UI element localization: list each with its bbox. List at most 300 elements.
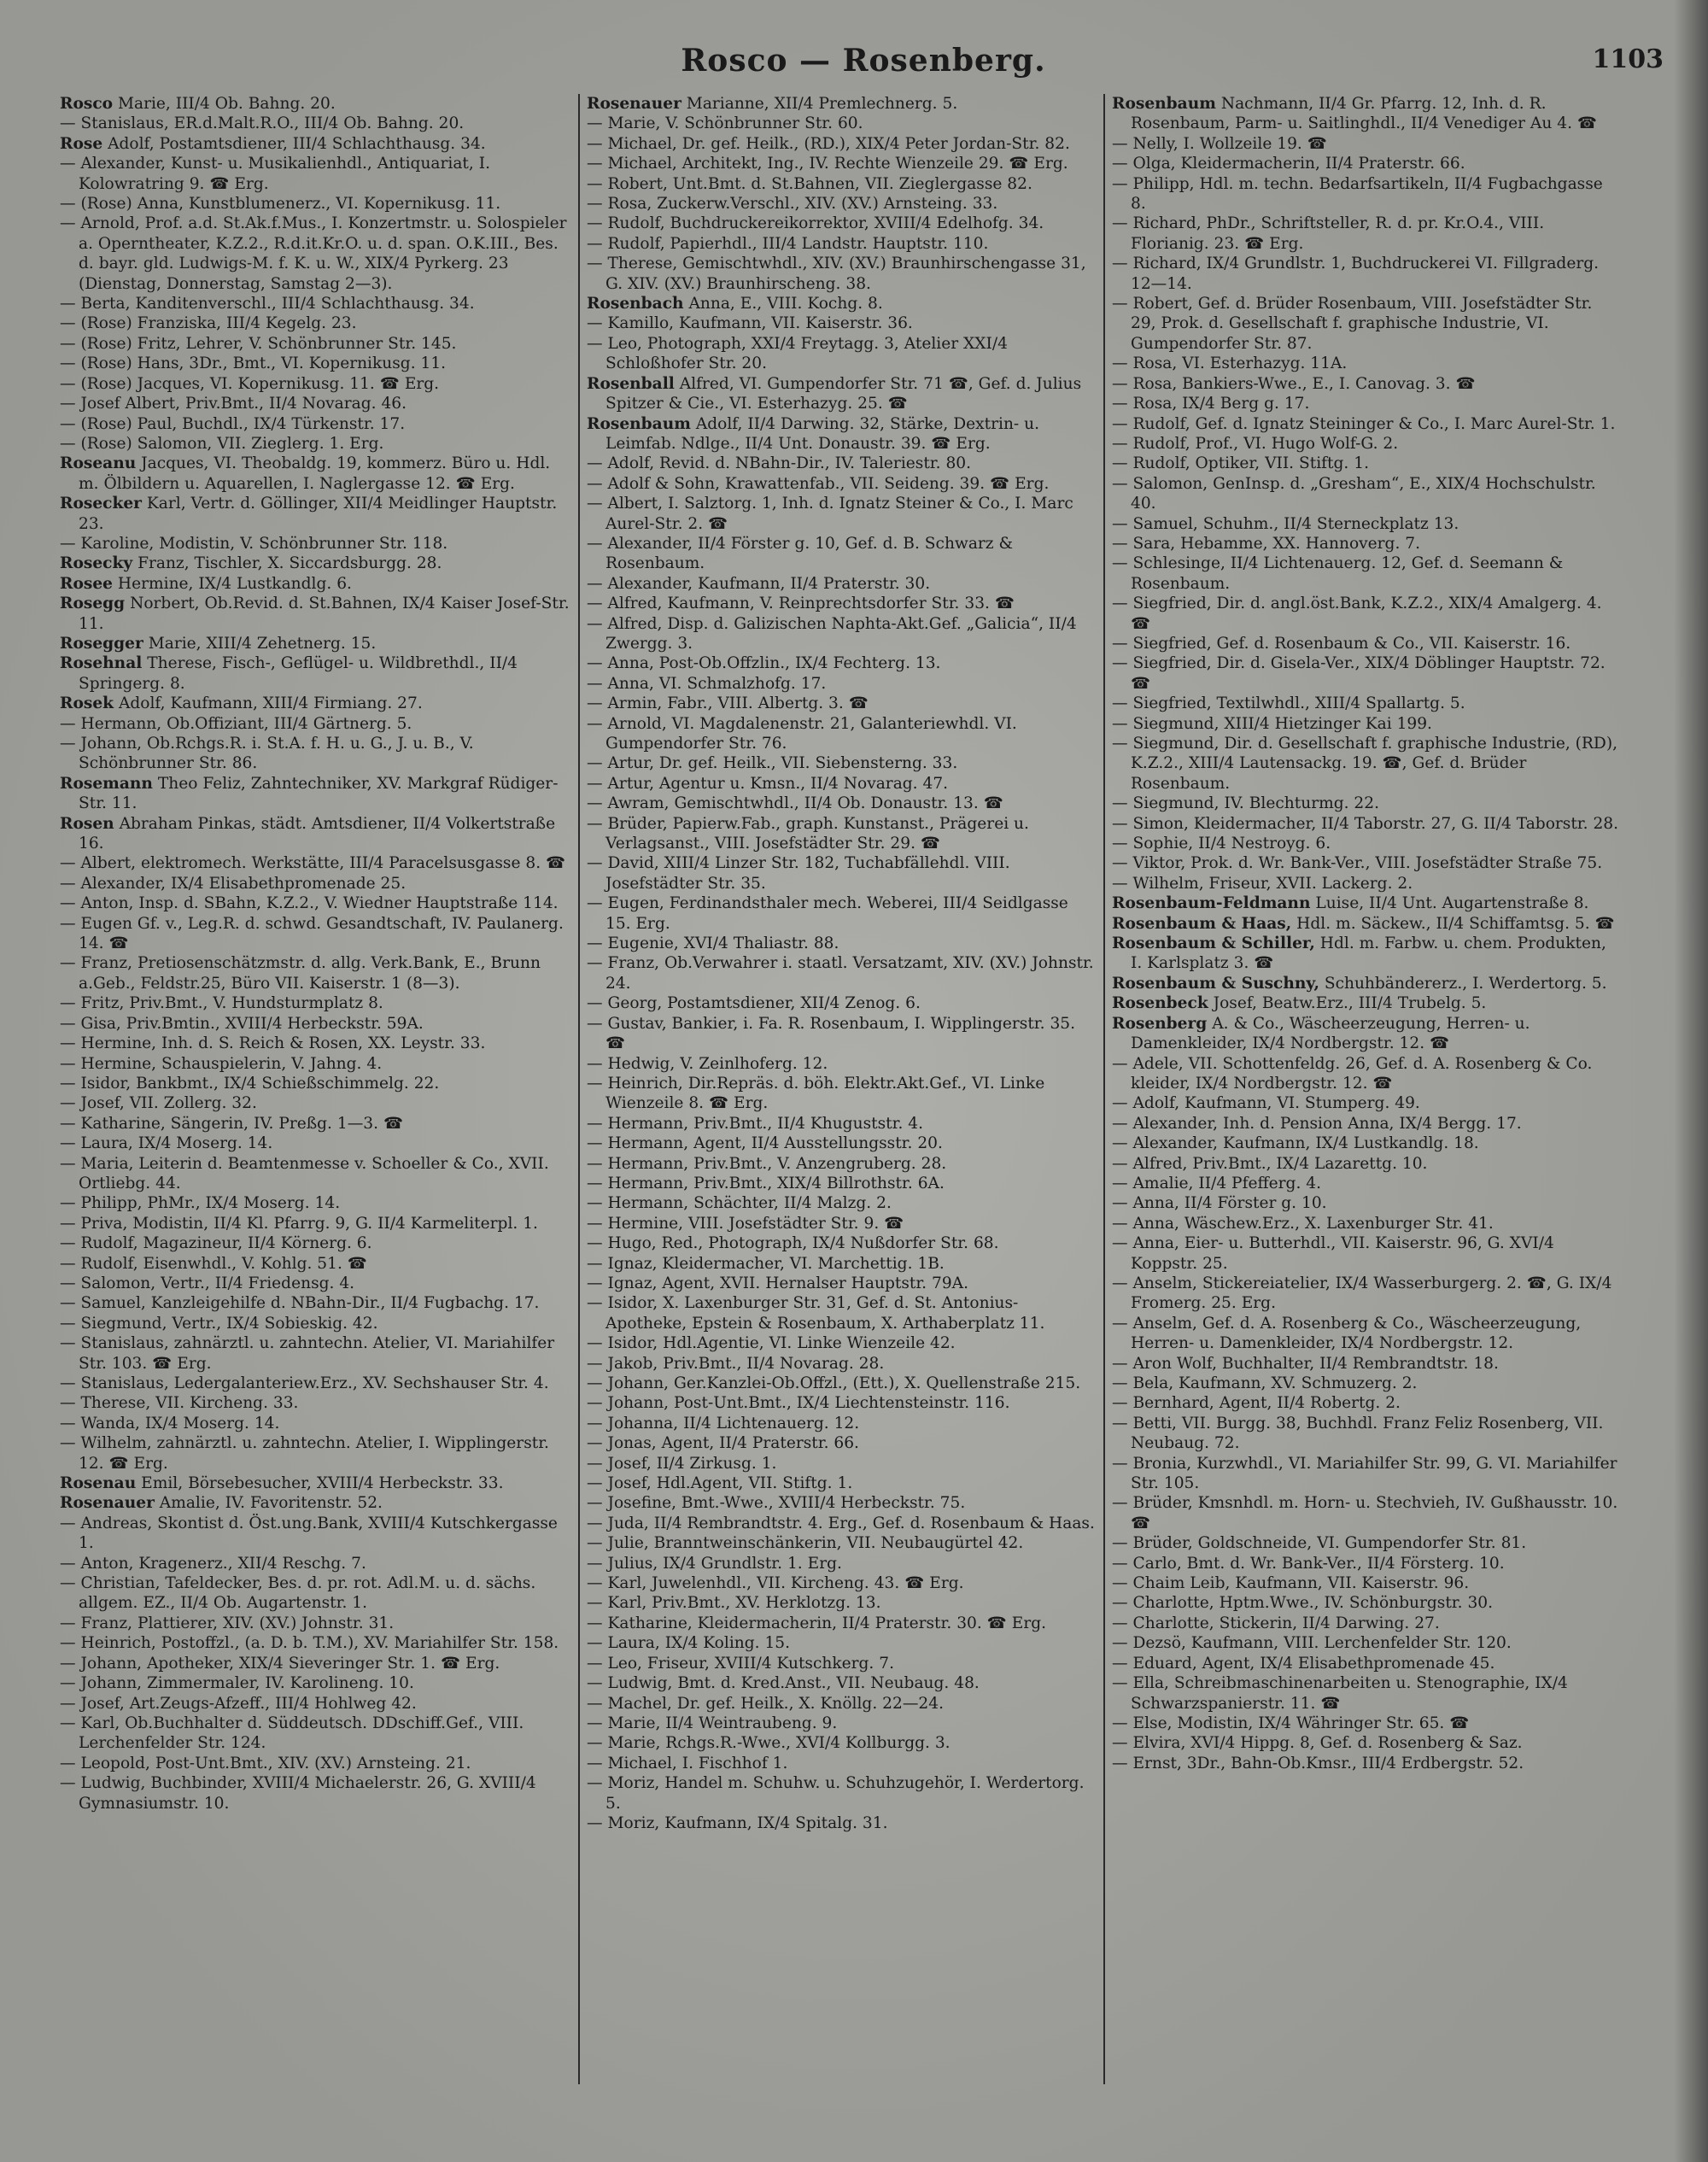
directory-entry [1112,1314,1620,1354]
entry-details: — Brüder, Kmsnhdl. m. Horn- u. Stechvieh, IV. Gußhausstr. 10. ☎ [1112,1494,1618,1532]
directory-entry [587,674,1095,694]
directory-entry [60,454,570,494]
directory-entry [587,1533,1095,1553]
entry-details: Adolf, Postamtsdiener, III/4 Schlachthausg. 34. [102,134,486,153]
directory-entry [1112,1614,1620,1633]
directory-entry [587,993,1095,1013]
directory-entry [1112,1214,1620,1233]
directory-entry [60,1414,570,1433]
directory-entry [1112,414,1620,434]
directory-entry [1112,434,1620,454]
directory-entry [60,1134,570,1153]
directory-entry [60,1754,570,1773]
directory-entry [587,1014,1095,1054]
directory-entry [1112,734,1620,794]
entry-details: — Moriz, Handel m. Schuhw. u. Schuhzugehör, I. Werdertorg. 5. [587,1774,1085,1813]
directory-entry [587,1474,1095,1493]
directory-entry [587,1633,1095,1653]
entry-details: — Fritz, Priv.Bmt., V. Hundsturmplatz 8. [60,994,383,1013]
entry-details: — Anna, VI. Schmalzhofg. 17. [587,674,827,693]
entry-details: — (Rose) Jacques, VI. Kopernikusg. 11. ☎ Erg. [60,374,440,393]
entry-details: — Michael, Dr. gef. Heilk., (RD.), XIX/4 Peter Jordan-Str. 82. [587,134,1070,153]
entry-details: — Alfred, Priv.Bmt., IX/4 Lazarettg. 10. [1112,1154,1428,1173]
directory-entry [1112,394,1620,413]
entry-details: Franz, Tischler, X. Siccardsburgg. 28. [132,554,442,573]
entry-details: — Adolf, Revid. d. NBahn-Dir., IV. Taleriestr. 80. [587,454,972,473]
entry-details: — Alfred, Kaufmann, V. Reinprechtsdorfer Str. 33. ☎ [587,595,1015,613]
directory-entry [1112,514,1620,534]
column-middle [578,94,1103,2084]
entry-details: — Armin, Fabr., VIII. Albertg. 3. ☎ [587,694,869,713]
entry-details: — Arnold, Prof. a.d. St.Ak.f.Mus., I. Konzertmstr. u. Solospieler a. Operntheater, K.Z.2., R.d.it.Kr.O. u. d. span. O.K.III., Bes. d. bayr. gld. Ludwigs-M. f. K. u. W., XIX/4 Pyrkerg. 23 (Dienstag, Donnerstag, Samstag 2—3). [60,214,567,293]
entry-details: — Stanislaus, Ledergalanteriew.Erz., XV. Sechshauser Str. 4. [60,1374,549,1392]
directory-entry [60,334,570,354]
directory-entry [587,1174,1095,1193]
entry-surname: Rosenbeck [1112,994,1208,1013]
entry-details: — Chaim Leib, Kaufmann, VII. Kaiserstr. 96. [1112,1574,1470,1593]
directory-entry [1112,1573,1620,1593]
entry-details: — David, XIII/4 Linzer Str. 182, Tuchabfällehdl. VIII. Josefstädter Str. 35. [587,854,1010,893]
entry-details: — Hugo, Red., Photograph, IX/4 Nußdorfer Str. 68. [587,1234,999,1253]
entry-details: Jacques, VI. Theobaldg. 19, kommerz. Büro u. Hdl. m. Ölbildern u. Aquarellen, I. Naglergasse 12. ☎ Erg. [79,454,551,493]
directory-entry [1112,594,1620,634]
directory-entry [587,1293,1095,1333]
directory-entry [587,1214,1095,1233]
directory-entry [587,414,1095,454]
entry-details: — Alexander, Kaufmann, IX/4 Lustkandlg. 18. [1112,1134,1479,1153]
entry-details: — Josef, II/4 Zirkusg. 1. [587,1454,777,1473]
directory-entry [587,1614,1095,1633]
entry-details: Karl, Vertr. d. Göllinger, XII/4 Meidlinger Hauptstr. 23. [79,495,558,533]
directory-entry [587,1593,1095,1613]
directory-entry [587,313,1095,333]
directory-entry [587,774,1095,794]
entry-details: — Hermann, Agent, II/4 Ausstellungsstr. 20. [587,1134,943,1153]
directory-entry [1112,1533,1620,1553]
entry-details: — Josef, Hdl.Agent, VII. Stiftg. 1. [587,1474,853,1493]
directory-entry [1112,1193,1620,1213]
entry-details: — Rosa, Zuckerw.Verschl., XIV. (XV.) Arnsteing. 33. [587,195,998,214]
entry-details: Hdl. m. Farbw. u. chem. Produkten, I. Karlsplatz 3. ☎ [1131,935,1606,973]
directory-entry [1112,154,1620,173]
columns [53,94,1674,2084]
directory-entry [60,953,570,993]
directory-entry [587,694,1095,713]
entry-details: — Arnold, VI. Magdalenenstr. 21, Galanteriewhdl. VI. Gumpendorfer Str. 76. [587,714,1017,753]
entry-details: — Anna, Wäschew.Erz., X. Laxenburger Str. 41. [1112,1214,1494,1233]
entry-details: — Christian, Tafeldecker, Bes. d. pr. rot. Adl.M. u. d. sächs. allgem. EZ., II/4 Ob. Augartenstr. 1. [60,1574,536,1613]
directory-entry [1112,1714,1620,1733]
entry-details: — Olga, Kleidermacherin, II/4 Praterstr. 66. [1112,155,1465,173]
entry-details: — Machel, Dr. gef. Heilk., X. Knöllg. 22—24. [587,1694,944,1713]
directory-entry [587,1193,1095,1213]
entry-details: — Siegmund, Vertr., IX/4 Sobieskig. 42. [60,1314,378,1333]
entry-details: — Bernhard, Agent, II/4 Robertg. 2. [1112,1394,1401,1413]
directory-entry [587,894,1095,934]
entry-details: — Rudolf, Papierhdl., III/4 Landstr. Hauptstr. 110. [587,234,989,253]
entry-surname: Rosenau [60,1474,137,1493]
entry-details: — Amalie, II/4 Pfefferg. 4. [1112,1174,1322,1192]
entry-details: — Leopold, Post-Unt.Bmt., XIV. (XV.) Arnsteing. 21. [60,1754,471,1772]
entry-details: — (Rose) Paul, Buchdl., IX/4 Türkenstr. 17. [60,414,406,433]
directory-entry [587,1333,1095,1353]
column-left [53,94,578,2084]
directory-entry [1112,374,1620,394]
directory-entry [60,1293,570,1313]
entry-details: Therese, Fisch-, Geflügel- u. Wildbrethdl., II/4 Springerg. 8. [79,654,518,693]
directory-entry [60,1614,570,1633]
entry-details: — Rosa, Bankiers-Wwe., E., I. Canovag. 3. ☎ [1112,374,1476,393]
entry-details: — Josefine, Bmt.-Wwe., XVIII/4 Herbeckstr. 75. [587,1494,966,1513]
directory-entry [60,1673,570,1693]
directory-entry [1112,1554,1620,1573]
directory-entry [60,1514,570,1554]
entry-details: — Kamillo, Kaufmann, VII. Kaiserstr. 36. [587,314,913,333]
directory-entry [60,1493,570,1513]
directory-entry [1112,254,1620,294]
entry-surname: Roseanu [60,454,137,473]
directory-entry [587,1733,1095,1753]
page-title: Rosco — Rosenberg. [681,43,1046,79]
directory-entry [1112,1054,1620,1094]
directory-entry [60,714,570,734]
directory-entry [60,1034,570,1053]
entry-details: Adolf, Kaufmann, XIII/4 Firmiang. 27. [114,694,423,713]
directory-entry [1112,814,1620,834]
directory-entry [587,794,1095,813]
entry-details: Amalie, IV. Favoritenstr. 52. [154,1494,383,1513]
entry-details: — Hermine, VIII. Josefstädter Str. 9. ☎ [587,1214,904,1233]
directory-entry [587,234,1095,254]
entry-details: — Samuel, Kanzleigehilfe d. NBahn-Dir., II/4 Fugbachg. 17. [60,1294,540,1313]
entry-details: — Stanislaus, ER.d.Malt.R.O., III/4 Ob. Bahng. 20. [60,114,465,133]
entry-details: Theo Feliz, Zahntechniker, XV. Markgraf Rüdiger-Str. 11. [79,774,559,813]
directory-entry [1112,853,1620,873]
entry-details: — Therese, Gemischtwhdl., XIV. (XV.) Braunhirschengasse 31, G. XIV. (XV.) Braunhirscheng. 38. [587,255,1086,293]
directory-entry [60,1633,570,1653]
entry-details: — Eugenie, XVI/4 Thaliastr. 88. [587,935,839,953]
entry-details: Norbert, Ob.Revid. d. St.Bahnen, IX/4 Kaiser Josef-Str. 11. [79,595,570,633]
entry-details: — Else, Modistin, IX/4 Währinger Str. 65. ☎ [1112,1714,1470,1732]
directory-entry [60,894,570,913]
directory-entry [60,494,570,534]
entry-details: — Simon, Kleidermacher, II/4 Taborstr. 27, G. II/4 Taborstr. 28. [1112,814,1619,833]
entry-details: — (Rose) Fritz, Lehrer, V. Schönbrunner Str. 145. [60,334,457,353]
entry-details: — Katharine, Sängerin, IV. Preßg. 1—3. ☎ [60,1114,404,1133]
entry-details: — Laura, IX/4 Koling. 15. [587,1634,791,1653]
entry-details: — Karl, Priv.Bmt., XV. Herklotzg. 13. [587,1594,881,1613]
entry-details: — Gustav, Bankier, i. Fa. R. Rosenbaum, I. Wipplingerstr. 35. ☎ [587,1014,1076,1053]
entry-details: — Franz, Pretiosenschätzmstr. d. allg. Verk.Bank, E., Brunn a.Geb., Feldstr.25, Büro VII. Kaiserstr. 1 (8—3). [60,954,541,993]
directory-entry [60,814,570,854]
directory-entry [60,1374,570,1393]
directory-entry [1112,1374,1620,1393]
entry-surname: Rosenberg [1112,1014,1208,1033]
directory-entry [587,1673,1095,1693]
entry-details: — Georg, Postamtsdiener, XII/4 Zenog. 6. [587,994,921,1013]
entry-details: — Josef, VII. Zollerg. 32. [60,1094,257,1113]
entry-details: — Rosa, IX/4 Berg g. 17. [1112,395,1310,413]
directory-entry [587,1054,1095,1074]
entry-details: — Albert, I. Salztorg. 1, Inh. d. Ignatz Steiner & Co., I. Marc Aurel-Str. 2. ☎ [587,495,1073,533]
entry-details: — Ella, Schreibmaschinenarbeiten u. Stenographie, IX/4 Schwarzspanierstr. 11. ☎ [1112,1674,1568,1713]
entry-details: Alfred, VI. Gumpendorfer Str. 71 ☎, Gef. d. Julius Spitzer & Cie., VI. Esterhazyg. 25. ☎ [605,374,1082,413]
entry-details: Nachmann, II/4 Gr. Pfarrg. 12, Inh. d. R. Rosenbaum, Parm- u. Saitlinghdl., II/4 Venediger Au 4. ☎ [1131,95,1598,133]
entry-details: — Robert, Gef. d. Brüder Rosenbaum, VIII. Josefstädter Str. 29, Prok. d. Gesellschaft f. graphische Industrie, VI. Gumpendorfer Str. 87. [1112,295,1593,353]
entry-surname: Rosenbaum [1112,95,1216,113]
directory-entry [1112,1414,1620,1454]
directory-entry [587,814,1095,854]
directory-entry [60,414,570,434]
entry-details: Adolf, II/4 Darwing. 32, Stärke, Dextrin- u. Leimfab. Ndlge., II/4 Unt. Donaustr. 39. ☎ Erg. [605,414,1039,453]
directory-entry [60,774,570,814]
entry-details: — Juda, II/4 Rembrandtstr. 4. Erg., Gef. d. Rosenbaum & Haas. [587,1514,1095,1532]
directory-entry [60,634,570,653]
directory-entry [1112,653,1620,694]
directory-entry [1112,294,1620,354]
directory-entry [1112,634,1620,653]
directory-entry [60,914,570,954]
entry-details: — Anton, Insp. d. SBahn, K.Z.2., V. Wiedner Hauptstraße 114. [60,894,559,913]
directory-entry [1112,894,1620,913]
directory-entry [60,214,570,294]
entry-details: — Nelly, I. Wollzeile 19. ☎ [1112,134,1327,153]
directory-entry [60,1474,570,1493]
entry-details: — Ignaz, Kleidermacher, VI. Marchettig. 1B. [587,1254,945,1273]
entry-details: — Moriz, Kaufmann, IX/4 Spitalg. 31. [587,1813,888,1832]
entry-details: Emil, Börsebesucher, XVIII/4 Herbeckstr. 33. [136,1474,504,1493]
page-edge-shadow [1674,0,1708,2162]
entry-details: — Leo, Photograph, XXI/4 Freytagg. 3, Atelier XXI/4 Schloßhofer Str. 20. [587,334,1008,373]
entry-details: — Artur, Dr. gef. Heilk., VII. Siebensterng. 33. [587,754,958,773]
entry-details: — Charlotte, Stickerin, II/4 Darwing. 27. [1112,1614,1440,1632]
entry-surname: Rosco [60,95,114,113]
directory-entry [1112,1174,1620,1193]
directory-entry [60,194,570,214]
entry-details: — Anton, Kragenerz., XII/4 Reschg. 7. [60,1554,366,1573]
directory-entry [1112,1454,1620,1494]
entry-details: — Stanislaus, zahnärztl. u. zahntechn. Atelier, VI. Mariahilfer Str. 103. ☎ Erg. [60,1334,555,1373]
entry-details: — Albert, elektromech. Werkstätte, III/4 Paracelsusgasse 8. ☎ [60,854,566,873]
directory-entry [587,134,1095,154]
directory-entry [587,953,1095,993]
directory-entry [587,1754,1095,1773]
entry-details: Anna, E., VIII. Kochg. 8. [683,295,883,313]
entry-details: — Siegfried, Gef. d. Rosenbaum & Co., VII. Kaiserstr. 16. [1112,634,1571,653]
directory-entry [587,1714,1095,1733]
entry-details: — Heinrich, Dir.Repräs. d. böh. Elektr.Akt.Gef., VI. Linke Wienzeile 8. ☎ Erg. [587,1074,1045,1113]
entry-details: — Charlotte, Hptm.Wwe., IV. Schönburgstr. 30. [1112,1594,1494,1613]
entry-details: — Julius, IX/4 Grundlstr. 1. Erg. [587,1554,842,1573]
entry-surname: Rosek [60,694,114,713]
entry-details: — Anselm, Stickereiatelier, IX/4 Wasserburgerg. 2. ☎, G. IX/4 Fromerg. 25. Erg. [1112,1274,1612,1313]
directory-entry [60,1074,570,1093]
directory-entry [60,1314,570,1333]
directory-entry [60,1714,570,1754]
entry-surname: Rosee [60,574,113,593]
entry-details: — Hermine, Schauspielerin, V. Jahng. 4. [60,1054,383,1073]
entry-details: — Siegfried, Textilwhdl., XIII/4 Spallartg. 5. [1112,694,1465,713]
entry-details: — Rudolf, Eisenwhdl., V. Kohlg. 51. ☎ [60,1254,367,1273]
entry-details: — Maria, Leiterin d. Beamtenmesse v. Schoeller & Co., XVII. Ortliebg. 44. [60,1154,549,1192]
entry-details: — Isidor, Bankbmt., IX/4 Schießschimmelg. 22. [60,1074,440,1093]
directory-entry [1112,974,1620,993]
entry-details: — Marie, Rchgs.R.-Wwe., XVI/4 Kollburgg. 3. [587,1734,951,1753]
entry-details: — Hermann, Ob.Offiziant, III/4 Gärtnerg. 5. [60,714,412,733]
entry-details: — Laura, IX/4 Moserg. 14. [60,1134,273,1153]
directory-entry [587,1433,1095,1453]
entry-details: — Franz, Ob.Verwahrer i. staatl. Versatzamt, XIV. (XV.) Johnstr. 24. [587,954,1094,993]
directory-entry [1112,1754,1620,1773]
directory-entry [587,114,1095,133]
entry-surname: Rosenbach [587,295,684,313]
entry-details: — Eugen Gf. v., Leg.R. d. schwd. Gesandtschaft, IV. Paulanerg. 14. ☎ [60,914,564,953]
directory-entry [587,1514,1095,1533]
entry-details: Marie, III/4 Ob. Bahng. 20. [113,95,336,113]
entry-details: — Awram, Gemischtwhdl., II/4 Ob. Donaustr. 13. ☎ [587,794,1003,813]
directory-entry [60,1654,570,1673]
entry-surname: Rosecker [60,495,142,513]
directory-entry [60,594,570,634]
entry-details: — Salomon, GenInsp. d. „Gresham“, E., XIX/4 Hochschulstr. 40. [1112,474,1596,513]
entry-details: — Heinrich, Postoffzl., (a. D. b. T.M.), XV. Mariahilfer Str. 158. [60,1634,559,1653]
directory-entry [587,1573,1095,1593]
directory-entry [1112,694,1620,713]
entry-details: — Adele, VII. Schottenfeldg. 26, Gef. d. A. Rosenberg & Co. kleider, IX/4 Nordbergstr. 12. ☎ [1112,1054,1593,1093]
directory-entry [60,394,570,413]
entry-details: — Hermann, Schächter, II/4 Malzg. 2. [587,1194,892,1213]
entry-surname: Rosenbaum & Suschny, [1112,974,1319,993]
directory-entry [587,714,1095,754]
entry-details: — Priva, Modistin, II/4 Kl. Pfarrg. 9, G. II/4 Karmeliterpl. 1. [60,1214,538,1233]
directory-entry [60,694,570,713]
entry-details: — (Rose) Hans, 3Dr., Bmt., VI. Kopernikusg. 11. [60,354,447,373]
entry-details: Schuhbändererz., I. Werdertorg. 5. [1319,974,1607,993]
entry-details: — Michael, Architekt, Ing., IV. Rechte Wienzeile 29. ☎ Erg. [587,155,1068,173]
entry-details: — Johann, Post-Unt.Bmt., IX/4 Liechtensteinstr. 116. [587,1394,1010,1413]
entry-details: — Salomon, Vertr., II/4 Friedensg. 4. [60,1274,355,1292]
entry-details: Marianne, XII/4 Premlechnerg. 5. [681,95,958,113]
directory-entry [60,354,570,373]
entry-details: — Leo, Friseur, XVIII/4 Kutschkerg. 7. [587,1654,894,1673]
entry-details: — Anna, Eier- u. Butterhdl., VII. Kaiserstr. 96, G. XVI/4 Koppstr. 25. [1112,1234,1554,1273]
entry-details: — Anna, Post-Ob.Offzlin., IX/4 Fechterg. 13. [587,654,941,673]
entry-surname: Rosenbaum & Schiller, [1112,935,1315,953]
directory-entry [1112,454,1620,473]
directory-entry [60,534,570,554]
directory-entry [1112,174,1620,214]
directory-entry [1112,993,1620,1013]
directory-entry [587,534,1095,574]
directory-entry [587,594,1095,613]
directory-entry [1112,1733,1620,1753]
directory-entry [1112,354,1620,373]
directory-entry [587,1154,1095,1174]
directory-entry [587,174,1095,194]
directory-entry [1112,874,1620,894]
entry-details: — Rudolf, Prof., VI. Hugo Wolf-G. 2. [1112,434,1399,453]
directory-entry [1112,914,1620,934]
entry-details: — Ignaz, Agent, XVII. Hernalser Hauptstr. 79A. [587,1274,968,1292]
entry-details: — Robert, Unt.Bmt. d. St.Bahnen, VII. Zieglergasse 82. [587,174,1032,193]
directory-entry [587,1554,1095,1573]
directory-entry [587,454,1095,473]
directory-entry [587,334,1095,374]
entry-details: — Ernst, 3Dr., Bahn-Ob.Kmsr., III/4 Erdbergstr. 52. [1112,1754,1524,1772]
directory-entry [587,294,1095,313]
entry-details: — Gisa, Priv.Bmtin., XVIII/4 Herbeckstr. 59A. [60,1014,424,1033]
directory-entry [587,853,1095,894]
directory-entry [587,494,1095,534]
directory-entry [1112,1093,1620,1113]
entry-details: — (Rose) Franziska, III/4 Kegelg. 23. [60,314,357,333]
entry-details: — Johann, Apotheker, XIX/4 Sieveringer Str. 1. ☎ Erg. [60,1654,500,1673]
entry-details: — Hedwig, V. Zeinlhoferg. 12. [587,1054,828,1073]
directory-entry [60,114,570,133]
directory-entry [587,1813,1095,1833]
entry-details: — Siegmund, Dir. d. Gesellschaft f. graphische Industrie, (RD), K.Z.2., XIII/4 Lautensackg. 19. ☎, Gef. d. Brüder Rosenbaum. [1112,735,1618,793]
directory-entry [1112,1154,1620,1174]
directory-entry [587,1773,1095,1813]
entry-details: — Elvira, XVI/4 Hippg. 8, Gef. d. Rosenberg & Saz. [1112,1734,1523,1753]
directory-entry [1112,714,1620,734]
entry-details: — Brüder, Goldschneide, VI. Gumpendorfer Str. 81. [1112,1534,1527,1553]
directory-entry [1112,534,1620,554]
entry-details: — Berta, Kanditenverschl., III/4 Schlachthausg. 34. [60,295,475,313]
directory-entry [587,1114,1095,1134]
directory-entry [1112,1134,1620,1153]
directory-entry [60,1773,570,1813]
directory-entry [587,1694,1095,1714]
page-number: 1103 [1592,44,1664,74]
directory-entry [1112,1014,1620,1054]
directory-entry [60,94,570,114]
directory-entry [587,1414,1095,1433]
directory-entry [587,1354,1095,1374]
directory-entry [60,1014,570,1034]
entry-details: — Wilhelm, Friseur, XVII. Lackerg. 2. [1112,874,1413,893]
entry-details: — Anna, II/4 Förster g. 10. [1112,1194,1327,1213]
entry-details: — Rudolf, Buchdruckereikorrektor, XVIII/4 Edelhofg. 34. [587,214,1044,233]
directory-entry [1112,1274,1620,1314]
entry-details: — Artur, Agentur u. Kmsn., II/4 Novarag. 47. [587,774,949,793]
entry-details: — Richard, PhDr., Schriftsteller, R. d. pr. Kr.O.4., VIII. Florianig. 23. ☎ Erg. [1112,214,1545,253]
entry-details: — Andreas, Skontist d. Öst.ung.Bank, XVIII/4 Kutschkergasse 1. [60,1514,558,1553]
directory-entry [60,134,570,154]
directory-entry [60,1393,570,1413]
directory-entry [60,313,570,333]
entry-surname: Rosemann [60,774,153,793]
entry-details: — Richard, IX/4 Grundlstr. 1, Buchdruckerei VI. Fillgraderg. 12—14. [1112,255,1600,293]
directory-entry [1112,1493,1620,1533]
directory-entry [587,1393,1095,1413]
directory-entry [60,853,570,873]
entry-details: — Alexander, IX/4 Elisabethpromenade 25. [60,874,407,893]
directory-entry [60,1433,570,1474]
entry-details: — Josef Albert, Priv.Bmt., II/4 Novarag. 46. [60,395,407,413]
entry-details: Marie, XIII/4 Zehetnerg. 15. [143,634,377,653]
directory-entry [60,1254,570,1274]
directory-entry [1112,834,1620,853]
directory-entry [1112,1114,1620,1134]
directory-entry [1112,794,1620,813]
entry-details: — Jonas, Agent, II/4 Praterstr. 66. [587,1434,859,1453]
directory-entry [587,194,1095,214]
directory-entry [60,1114,570,1134]
entry-details: — Isidor, X. Laxenburger Str. 31, Gef. d. St. Antonius-Apotheke, Epstein & Rosenbaum, X. Arthaberplatz 11. [587,1294,1045,1333]
entry-details: — Katharine, Kleidermacherin, II/4 Praterstr. 30. ☎ Erg. [587,1614,1047,1632]
directory-entry [587,1274,1095,1293]
